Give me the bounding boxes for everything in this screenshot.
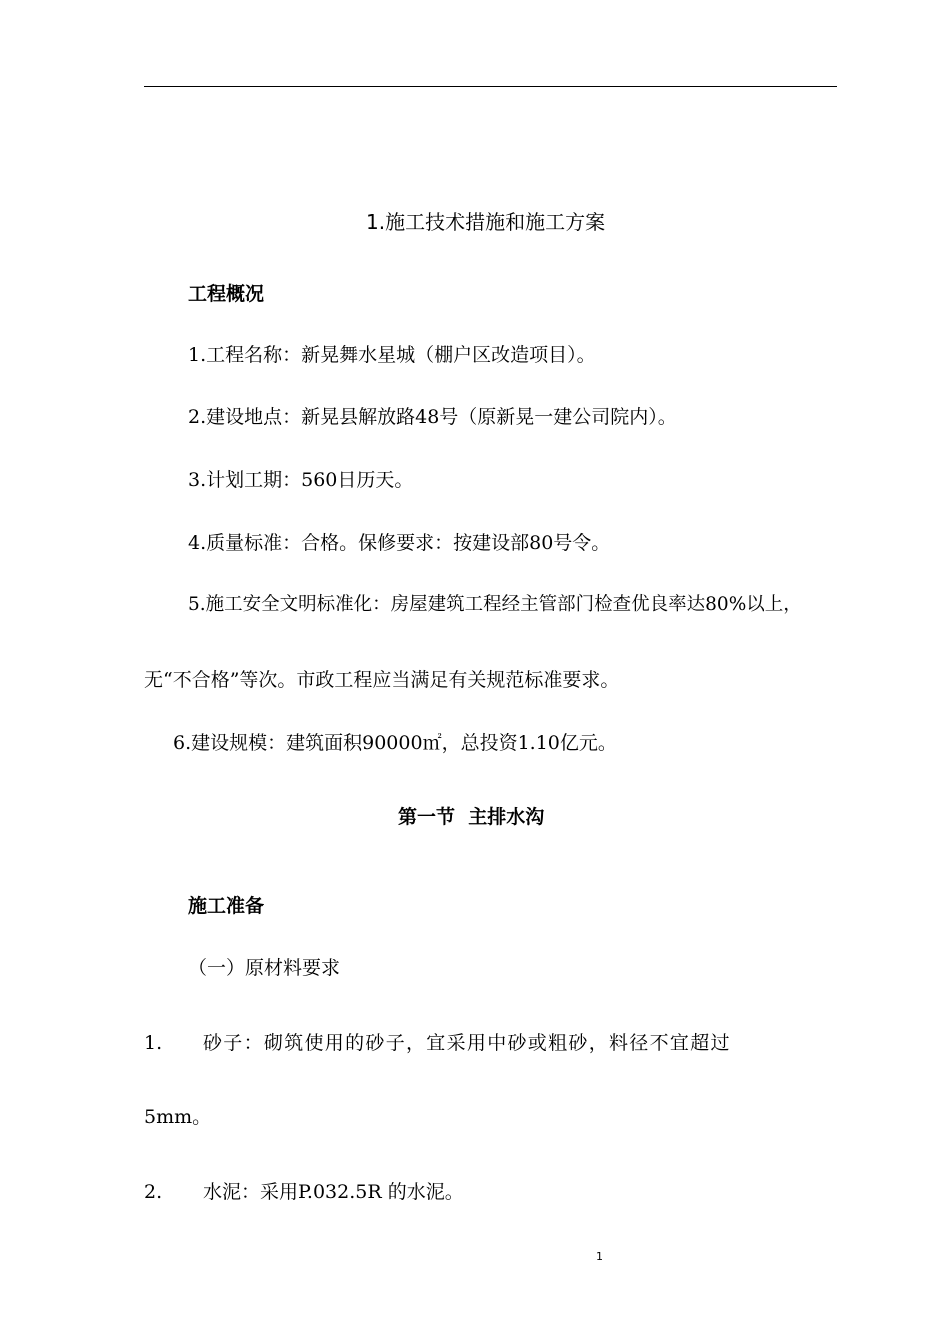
overview-item-quality: 4.质量标准：合格。保修要求：按建设部80号令。	[188, 532, 611, 554]
page-number: 1	[596, 1250, 603, 1263]
document-title: 1.施工技术措施和施工方案	[366, 210, 606, 234]
overview-item-scale: 6.建设规模：建筑面积90000㎡，总投资1.10亿元。	[173, 732, 617, 754]
header-rule	[144, 86, 837, 87]
overview-heading: 工程概况	[188, 283, 265, 305]
material-number: 2.	[144, 1181, 163, 1203]
overview-item-safety: 5.施工安全文明标准化：房屋建筑工程经主管部门检查优良率达80%以上，	[188, 594, 802, 615]
material-sand-continued: 5mm。	[144, 1106, 212, 1128]
material-cement-text: 水泥：采用P.032.5R 的水泥。	[203, 1181, 464, 1203]
material-number: 1.	[144, 1032, 163, 1054]
preparation-heading: 施工准备	[188, 895, 265, 917]
overview-item-project-name: 1.工程名称：新晃舞水星城（棚户区改造项目）。	[188, 344, 596, 366]
material-sand-text: 砂子：砌筑使用的砂子，宜采用中砂或粗砂，料径不宜超过	[203, 1032, 731, 1054]
materials-group-label: （一）原材料要求	[188, 957, 341, 979]
overview-item-duration: 3.计划工期：560日历天。	[188, 469, 414, 491]
section-title: 第一节 主排水沟	[398, 806, 545, 828]
overview-item-safety-continued: 无“不合格”等次。市政工程应当满足有关规范标准要求。	[144, 669, 620, 691]
overview-item-location: 2.建设地点：新晃县解放路48号（原新晃一建公司院内）。	[188, 406, 677, 428]
